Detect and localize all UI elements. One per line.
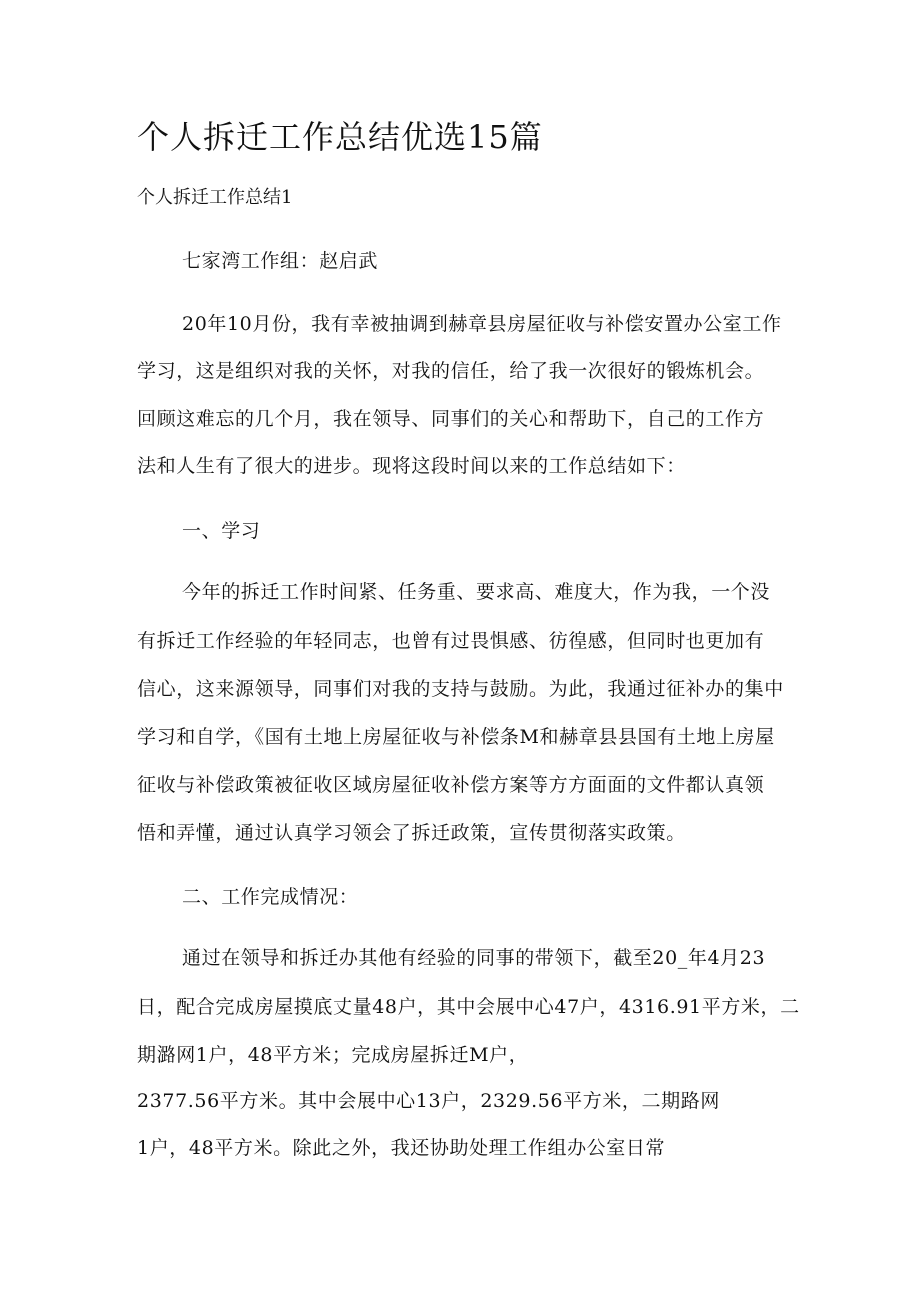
paragraph-line: 学习，这是组织对我的关怀，对我的信任，给了我一次很好的锻炼机会。 — [137, 360, 765, 382]
section-heading: 一、学习 — [182, 520, 261, 542]
paragraph-line: 悟和弄懂，通过认真学习领会了拆迁政策，宣传贯彻落实政策。 — [137, 822, 686, 844]
paragraph-line: 期潞网1户，48平方米；完成房屋拆迁M户， — [137, 1044, 529, 1066]
paragraph-line: 法和人生有了很大的进步。现将这段时间以来的工作总结如下： — [137, 455, 686, 477]
paragraph-line: 20年10月份，我有幸被抽调到赫章县房屋征收与补偿安置办公室工作 — [182, 313, 782, 335]
section-heading: 二、工作完成情况： — [182, 886, 359, 908]
paragraph-line: 征收与补偿政策被征收区域房屋征收补偿方案等方方面面的文件都认真领 — [137, 774, 765, 796]
paragraph-line: 1户，48平方米。除此之外，我还协助处理工作组办公室日常 — [137, 1137, 666, 1159]
paragraph-line: 通过在领导和拆迁办其他有经验的同事的带领下，截至20_年4月23 — [182, 947, 766, 969]
document-title: 个人拆迁工作总结优选15篇 — [137, 118, 543, 156]
author-line: 七家湾工作组：赵启武 — [182, 250, 379, 272]
paragraph-line: 学习和自学，《国有土地上房屋征收与补偿条M和赫章县县国有土地上房屋 — [137, 726, 775, 748]
paragraph-line: 今年的拆迁工作时间紧、任务重、要求高、难度大，作为我，一个没 — [182, 581, 771, 603]
section-heading: 个人拆迁工作总结1 — [137, 187, 293, 208]
paragraph-line: 日，配合完成房屋摸底丈量48户，其中会展中心47户，4316.91平方米，二 — [137, 996, 800, 1018]
paragraph-line: 有拆迁工作经验的年轻同志，也曾有过畏惧感、彷徨感，但同时也更加有 — [137, 630, 765, 652]
paragraph-line: 信心，这来源领导，同事们对我的支持与鼓励。为此，我通过征补办的集中 — [137, 678, 784, 700]
paragraph-line: 2377.56平方米。其中会展中心13户，2329.56平方米，二期路网 — [137, 1090, 720, 1112]
paragraph-line: 回顾这难忘的几个月，我在领导、同事们的关心和帮助下，自己的工作方 — [137, 408, 765, 430]
